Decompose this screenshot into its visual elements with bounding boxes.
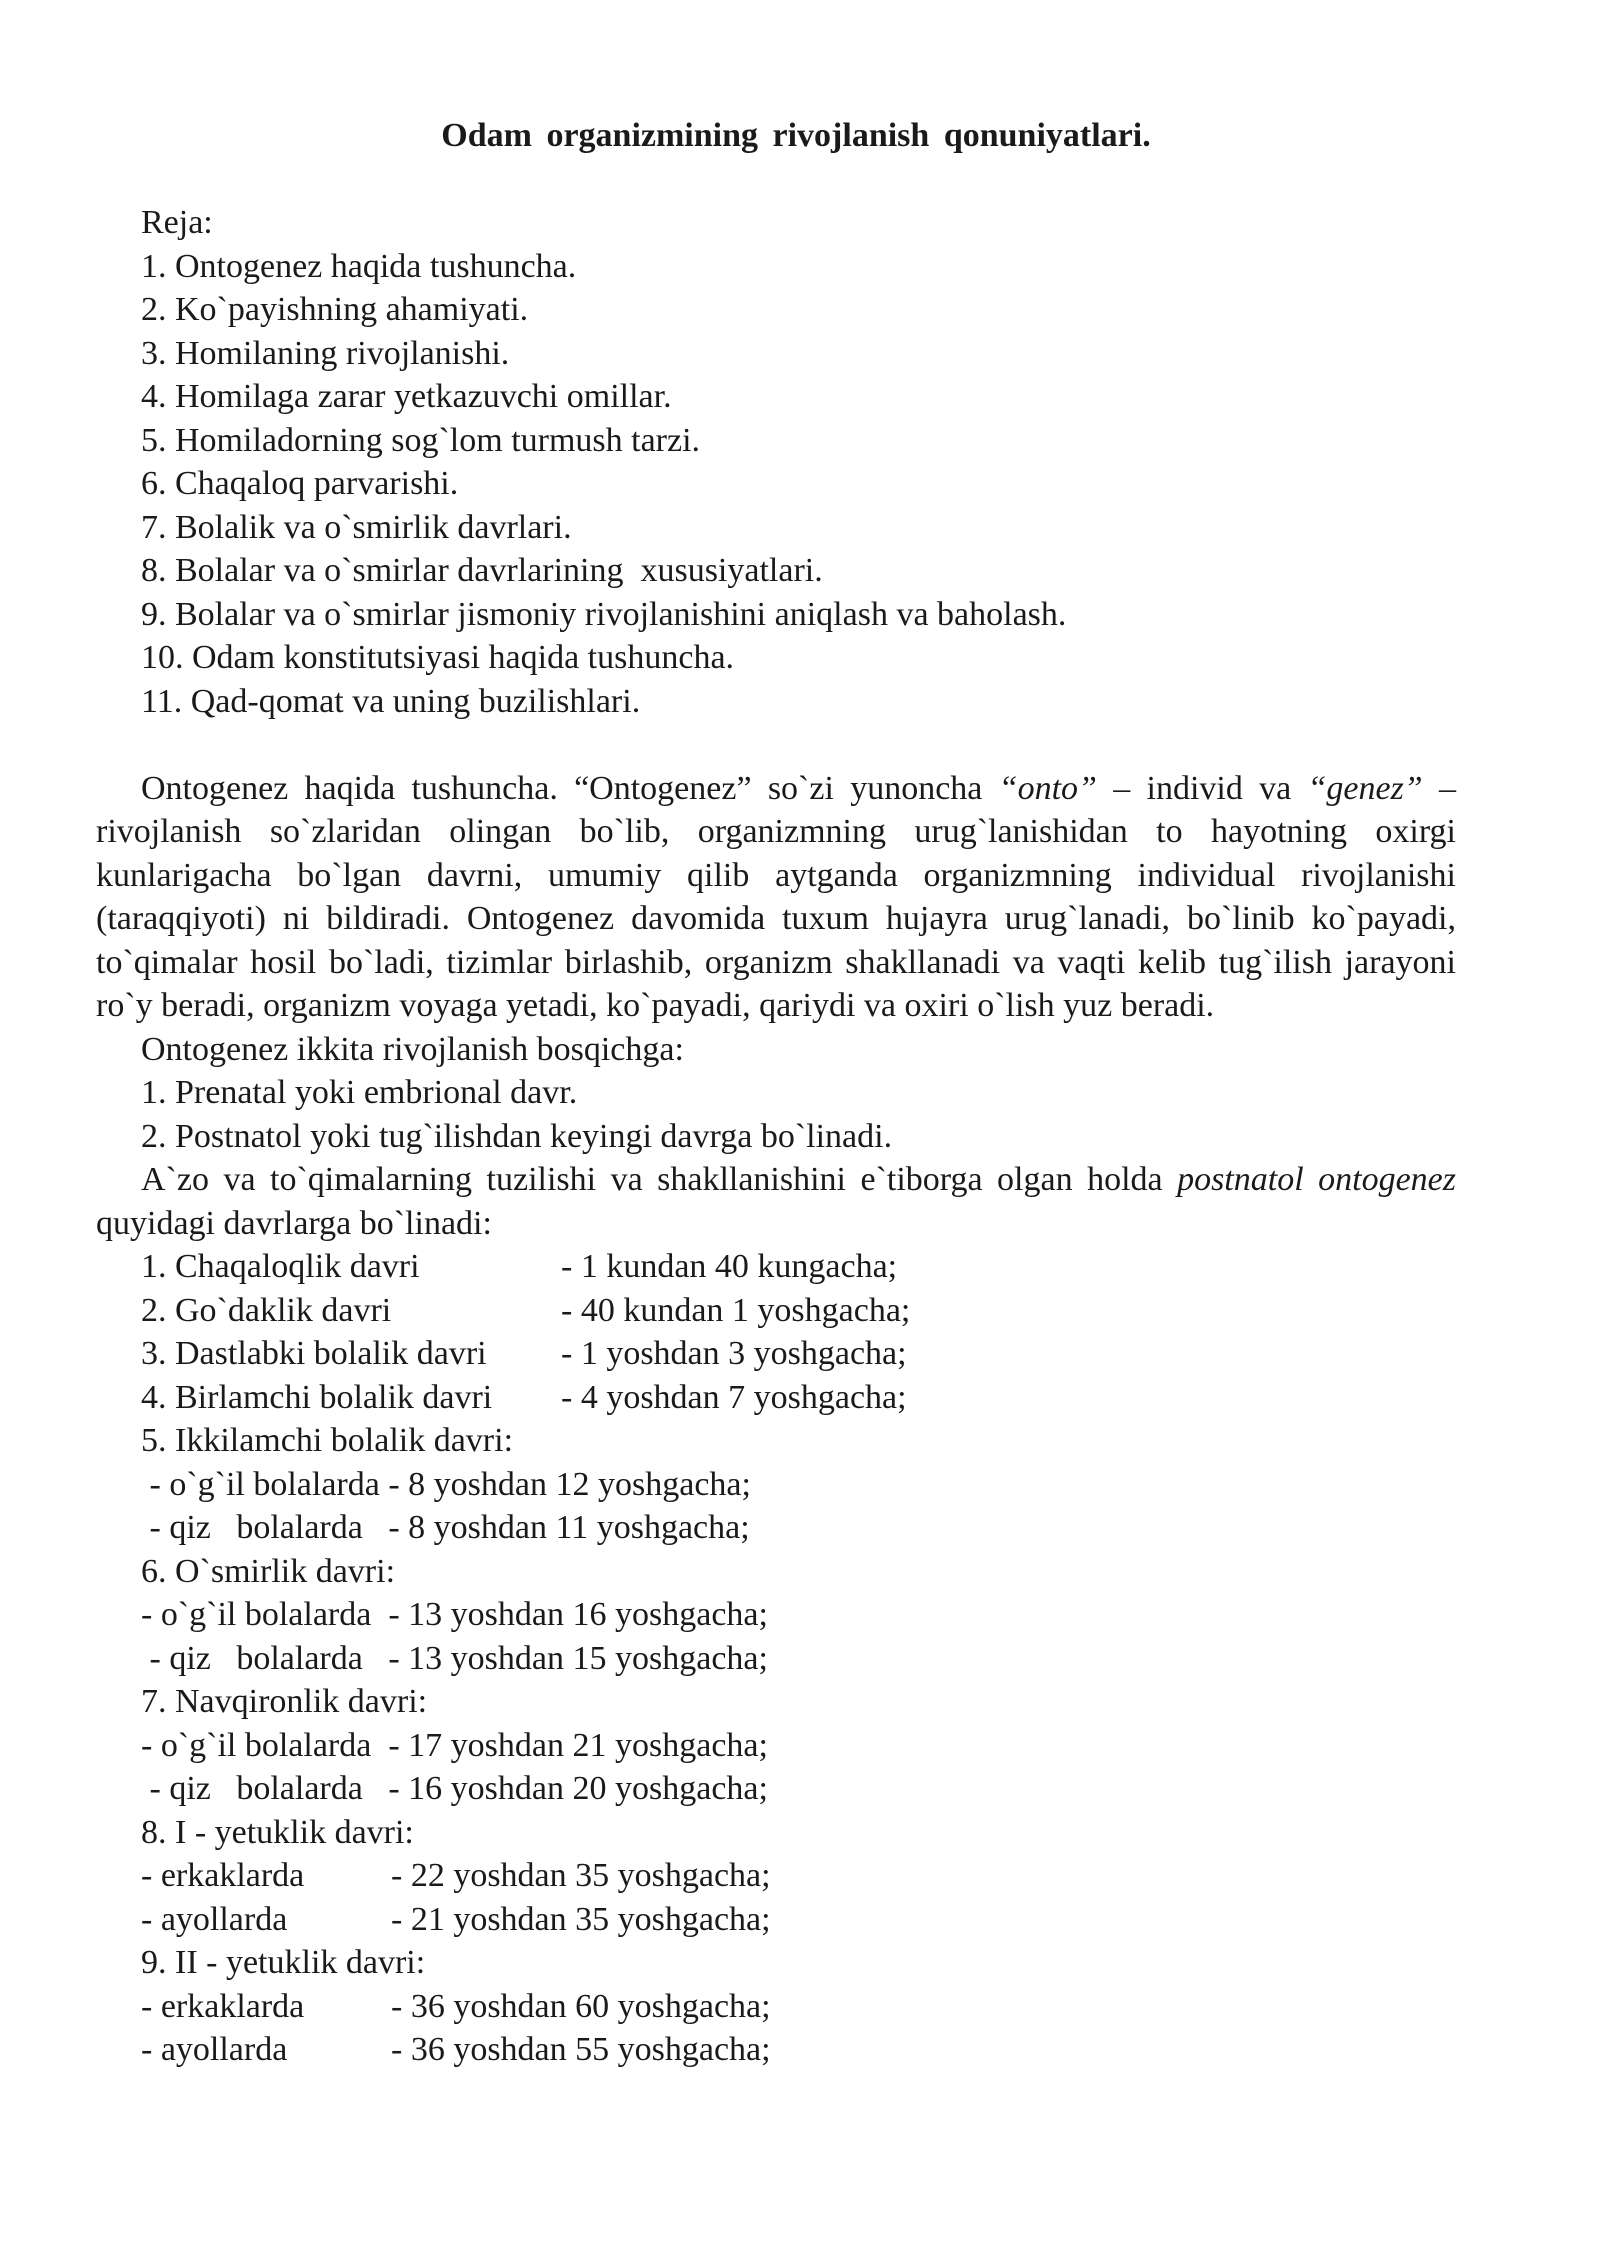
period-row — [96, 1376, 1456, 1420]
term-onto: “onto” — [998, 769, 1097, 807]
intro-text: – rivojlanish so`zlaridan olingan bo`lib, organizmning urug`lanishidan to hayotning oxirgi kunlarigacha bo`lgan davrni, umumiy qilib aytganda organizmning individual rivojlanishi (taraqqiyoti) ni bildiradi. Ontogenez davomida tuxum hujayra urug`lanadi, bo`linib ko`payadi, to`qimalar hosil bo`ladi, tizimlar birlashib, organizm shakllanadi va vaqti kelib tug`ilish jarayoni ro`y beradi, organizm voyaga yetadi, ko`payadi, qariydi va oxiri o`lish yuz beradi. — [96, 769, 1456, 1024]
period-group: - erkaklarda — [141, 1857, 305, 1894]
period-range: - 4 yoshdan 7 yoshgacha; — [561, 1378, 907, 1416]
plan-item: 3. Homilaning rivojlanishi. — [141, 334, 510, 372]
period-heading: 5. Ikkilamchi bolalik davri: — [141, 1422, 514, 1459]
plan-item: 9. Bolalar va o`smirlar jismoniy rivojlanishini aniqlash va baholash. — [141, 595, 1067, 633]
spacer — [96, 723, 1456, 767]
plan-item: 11. Qad-qomat va uning buzilishlari. — [141, 682, 641, 720]
intro-text: – individ va — [1096, 769, 1308, 807]
period-subrow: - o`g`il bolalarda - 17 yoshdan 21 yoshgacha; — [141, 1726, 768, 1764]
period-range: - 1 yoshdan 3 yoshgacha; — [561, 1335, 907, 1372]
period-heading: 7. Navqironlik davri: — [141, 1683, 428, 1720]
stage-item: 1. Prenatal yoki embrional davr. — [141, 1074, 578, 1111]
period-name: 3. Dastlabki bolalik davri — [141, 1335, 487, 1372]
term-genez: “genez” — [1307, 769, 1423, 807]
period-row — [96, 2028, 1456, 2072]
period-subrow: - qiz bolalarda - 13 yoshdan 15 yoshgacha; — [141, 1639, 768, 1677]
period-subrow: - qiz bolalarda - 16 yoshdan 20 yoshgacha; — [141, 1770, 768, 1807]
period-name: 4. Birlamchi bolalik davri — [141, 1378, 493, 1416]
period-range: - 22 yoshdan 35 yoshgacha; — [391, 1857, 771, 1894]
period-group: - ayollarda — [141, 1900, 288, 1938]
plan-item: 5. Homiladorning sog`lom turmush tarzi. — [141, 421, 701, 459]
plan-item: 10. Odam konstitutsiyasi haqida tushuncha. — [141, 639, 735, 676]
postnatal-text: quyidagi davrlarga bo`linadi: — [96, 1204, 492, 1242]
period-range: - 36 yoshdan 55 yoshgacha; — [391, 2031, 771, 2068]
period-heading: 8. I - yetuklik davri: — [141, 1813, 414, 1851]
period-range: - 1 kundan 40 kungacha; — [561, 1248, 898, 1285]
period-group: - erkaklarda — [141, 1987, 305, 2025]
postnatal-paragraph — [96, 1158, 1456, 1245]
document-title: Odam organizmining rivojlanish qonuniyatlari. — [441, 117, 1151, 154]
plan-item: 4. Homilaga zarar yetkazuvchi omillar. — [141, 378, 672, 415]
plan-heading: Reja: — [141, 204, 213, 241]
period-row — [96, 1854, 1456, 1898]
plan-item: 6. Chaqaloq parvarishi. — [141, 465, 459, 502]
period-subrow: - o`g`il bolalarda - 13 yoshdan 16 yoshgacha; — [141, 1596, 768, 1633]
postnatal-text: A`zo va to`qimalarning tuzilishi va shakllanishini e`tiborga olgan holda — [141, 1161, 1178, 1198]
plan-item: 8. Bolalar va o`smirlar davrlarining xususiyatlari. — [141, 552, 823, 589]
intro-paragraph — [96, 767, 1456, 1028]
plan-item: 7. Bolalik va o`smirlik davrlari. — [141, 508, 572, 546]
period-row — [96, 1898, 1456, 1942]
plan-item: 2. Ko`payishning ahamiyati. — [141, 291, 529, 328]
period-heading: 6. O`smirlik davri: — [141, 1552, 396, 1590]
period-row — [96, 1332, 1456, 1376]
period-range: - 36 yoshdan 60 yoshgacha; — [391, 1987, 771, 2025]
period-subrow: - o`g`il bolalarda - 8 yoshdan 12 yoshgacha; — [141, 1465, 751, 1503]
stages-intro: Ontogenez ikkita rivojlanish bosqichga: — [141, 1030, 684, 1068]
period-row — [96, 1985, 1456, 2029]
period-name: 2. Go`daklik davri — [141, 1291, 392, 1329]
plan-item: 1. Ontogenez haqida tushuncha. — [141, 247, 577, 285]
period-range: - 40 kundan 1 yoshgacha; — [561, 1291, 911, 1329]
period-row — [96, 1289, 1456, 1333]
period-range: - 21 yoshdan 35 yoshgacha; — [391, 1900, 771, 1938]
stage-item: 2. Postnatol yoki tug`ilishdan keyingi davrga bo`linadi. — [141, 1117, 893, 1155]
period-heading: 9. II - yetuklik davri: — [141, 1944, 426, 1981]
document-page — [96, 114, 1456, 2072]
period-group: - ayollarda — [141, 2031, 288, 2068]
intro-text: Ontogenez haqida tushuncha. “Ontogenez” so`zi yunoncha — [141, 769, 999, 807]
period-subrow: - qiz bolalarda - 8 yoshdan 11 yoshgacha; — [141, 1509, 750, 1546]
plan-section — [96, 201, 1456, 723]
period-row — [96, 1245, 1456, 1289]
term-postnatol-ontogenez: postnatol ontogenez — [1177, 1161, 1456, 1198]
period-name: 1. Chaqaloqlik davri — [141, 1248, 420, 1285]
periods-list — [96, 1245, 1456, 2072]
